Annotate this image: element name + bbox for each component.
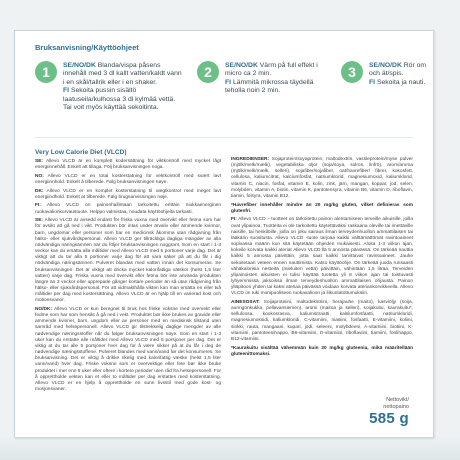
left-paragraph: FI: Allevo VLCD on painonhallintaan tarkoitettu erittäin niukkaenerginen ruokavalionkorvaustuote. Helppo valmistaa, noudata käyttöohjeita tarkasti. bbox=[35, 203, 221, 215]
left-paragraph: SE: Allevo VLCD är avsedd endast för friska vuxna med övervikt eller fetma som har för avsikt att gå ned i vikt. Produkten bör intas under ärvaliv eller ämmende kvinnor, barn, ungdomar eller personer som har en medicinsk åkomma utan rådgivning från hälso- eller sjukvårdspersonal. Allevo VLCD ger tillräckliga dagliga mängder av alla nödvändiga näringsämnen när du följer bruksanvisningen noggrant. Som en start i 1-3 veckor kan du ersätta alla måltider med Allevo VLCD med 5 portioner varje dag. Det är viktigt att du tar alla 5 portioner varje dag för att vara säker på att du får i dig nödvändiga näringsämnen. Pulveret blandas med vatten innan det konsumeras. Se bruksanvisningen. Det är viktigt att dricka mycket kalorifattiga vätskor (helst 1,5 liter vatten) varje dag. Friska vuxna med övervikt eller fetma bör inte använda produkten längre än 3 veckor eller upprepade gånger kortare perioder än så utan rådgivning från hälso- eller sjukvårdspersonal. För att vidmakthålla vikten kan man ersätta en eller två måltider per dag med kostersättning. Allevo VLCD är en hjälp till en varierad kost och motionsvanor. bbox=[35, 218, 221, 304]
section-title: Very Low Calorie Diet (VLCD) bbox=[35, 149, 127, 156]
net-weight-label: Nettovikt/ bbox=[386, 397, 409, 404]
right-paragraph: *Kaurakuitu sisältää vähemmän kuin 20 mg/kg gluteenia, mikä määritellään gluteenittomaksi. bbox=[231, 345, 413, 357]
divider bbox=[35, 137, 413, 138]
step-2-number: 2 bbox=[197, 61, 219, 83]
step-3-text: SE/NO/DK Rör om och ät/spis. FI Sekoita ja nauti. bbox=[369, 62, 427, 86]
net-weight-block bbox=[369, 397, 409, 427]
right-paragraph: *Havrefiber innehåller mindre än 20 mg/kg gluten, vilket definieras som glutenfri. bbox=[231, 202, 413, 214]
right-paragraph: INGREDIENSER: Sojaprotein/soyaprotein, maltodextrin, vassleprotein/myse pulver (mjölk/melk/mælk), vegetabiliska oljor (soja/soya, solros, linfrö), arom/aroma (mjölk/melk/mælk, selleri), sojafiber/sojafiber, oat/havrefiber/ fibrer, kokosfett, cellulosa, kaliumcitrat, kalciumfosfat, natriumklorid, magnesiumoxid, kaliumklorid, vitamin C, niacin, fosfat, vitamin E, kolin, zink, järn, mangan, koppar, jod, selen, molybden, vitamin A, biotin, vitamin K, pantotensyra, vitamin B6, vitamin D, riboflavin, tiamin, folsyra, vitamin B12. bbox=[231, 157, 413, 199]
left-paragraph: NO: Allevo VLCD er en total kosterstatning for vektkontroll med svært lavt energiinnhold. Enkelt å tilberede. Følg bruksanvisningen nøye. bbox=[35, 173, 221, 185]
step-1-number: 1 bbox=[35, 61, 57, 83]
background-strip bbox=[0, 436, 460, 460]
net-weight-value: 585 g bbox=[369, 410, 409, 427]
left-column bbox=[35, 159, 221, 396]
step-1-text: SE/NO/DK Blanda/vispa påsens innehåll med 3 dl kallt vatten/kaldt vann i en skål/tallrik eller i en shaker. FI Sekoita pussin sisältö laatuseila/kulhossa 3 dl kylmää vettä. Tai voit myös käyttää sekoitinta. bbox=[63, 62, 182, 112]
step-3-number: 3 bbox=[341, 61, 363, 83]
right-paragraph: FI: Allevo VLCD – tuotteet on tarkoitettu painon alentamiseen terveille aikuisille, joilla ovat ylipainoa. Tuotteita ei ole tarkoitettu käytettäväksi raskaana oleville tai imettäville naisille, tai henkilöille, joilla on joku sairaus ilman terveydenhuollon ammattilaisen tai lääkärin suositusta. Allevo VLCD -tuote tarjoaa kaikki välttämättömät ravintoaineet sopivassa määrin kun sitä käytetään ohjeiden mukaisesti. Aloita 1-3 viikon ajan, kokeile korvata kaikki ateriat Allevo VLCD:llä 5 annosta päivässä. On tärkeää nauttia kaikki 5 annosta päivittäin, jotta saat kaikki tarvittavat ravintoaineet. Jauhe sekoitetaan veteen ennen nauttimista. Katso käyttöohje. On tärkeää juoda runsaasti vähäkalorisia nesteitä (mieluiten vettä) päivittäin, vähintään 1,5 litraa. Terveiden ylipainoisten aikuisten ei tulisi käyttää tuotetta yli 8 viikon ajan tai toistuvasti lyhyemmissä jaksoissa ilman terveydenhuollon ammattilaisen ohjausta. Painon ylläpitoon yhden tai kaksi ateriaa päivässä voidaan korvata ateriankorvikkeella. Allevo VLCD on tuki monipuoliseen ruokavalioon ja liikuntatottumuksiin. bbox=[231, 217, 413, 297]
label-panel bbox=[14, 30, 434, 438]
left-paragraph: DK: Allevo VLCD er en komplet kosterstatning til vægtkontrol med meget lavt energiindhold. Enkelt at tilberede. Følg brugsanvisningen nøje. bbox=[35, 188, 221, 200]
net-weight-label-fi: nettopaino bbox=[383, 403, 409, 410]
instructions-title: Bruksanvisning/Käyttöohjeet bbox=[35, 43, 139, 52]
left-paragraph: SE: Allevo VLCD är en komplett kodersättning för viktkontroll med mycket lågt energiinnehåll. Enkelt att tillaga. Följ bruksanvisningen noga. bbox=[35, 159, 221, 171]
right-paragraph: AINESOSAT: Soijaproteiini, maltodekstriini, herajauhe (maito), kasviöljy (soija, auringonkukka, pellavansiemen), aromi (maitoa ja selleri), soijakuitu, kaurakuitu*, selluloosa, kookosrasva, kaliumsitraatti, kalsiumfosfaatti, natriumkloridi, magnesiumoksidi, kaliumkloridi, C-vitamiini, niasiini, fosfaatti, E-vitamiini, koliini, sinkki, rauta, mangaani, kupari, jodi, seleeni, molybdeeni, A-vitamiini, biotiini, K-vitamiini, pantoteenihappo, B6-vitamiini, D-vitamiini, riboflaviini, tiamiini, foolihappo, B12-vitamiini. bbox=[231, 299, 413, 342]
right-column bbox=[231, 157, 413, 360]
step-2-text: SE/NO/DK Värm på full effekt i micro ca 2 min. FI Lämmitä mikrossa täydellä teholla noin 2 min. bbox=[225, 62, 318, 95]
left-paragraph: NO/DK: Allevo VLCD er kun beregnet til bruk hos friske voksne med overvekt eller fedme som har som hensikt å gå ned i vekt. Produktet bør ikke brukes av gravide eller ammende kvinner, barn, ungdom eller av personer med en medisinsk tilstand uten samråd med helsepersonell. Allevo VLCD gir tilstrekkelig daglige mengder av alle nødvendige næringsstoffer når du følger bruksanvisningen nøye. Som en start i 1-3 uker kan du erstatte alle måltider med Allevo VLCD med 5 porsjoner per dag. Det er viktig at du tar alle 5 porsjoner hver dag for å være sikker på at du får i deg de nødvendige næringsstoffene. Pulveret blandes med vann/vand før det konsumeres. Se bruksanvisning. Det er viktig å drikke rikelig med kalorifattig væske (helst 1,5 liter vann/vand) hver dag. Friske voksne som er overvektige eller fete bør ikke bruke produktet i mer enn 8 uker eller oftere i kortere perioder uten råd fra helsepersonell. For å opprettholde vekten kan et eller to måltider per dag erstattes med kosterstatning. Allevo VLCD er en hjelp å opprettholde en sunn livsstil med gode kost- og mosjonsvaner. bbox=[35, 306, 221, 392]
